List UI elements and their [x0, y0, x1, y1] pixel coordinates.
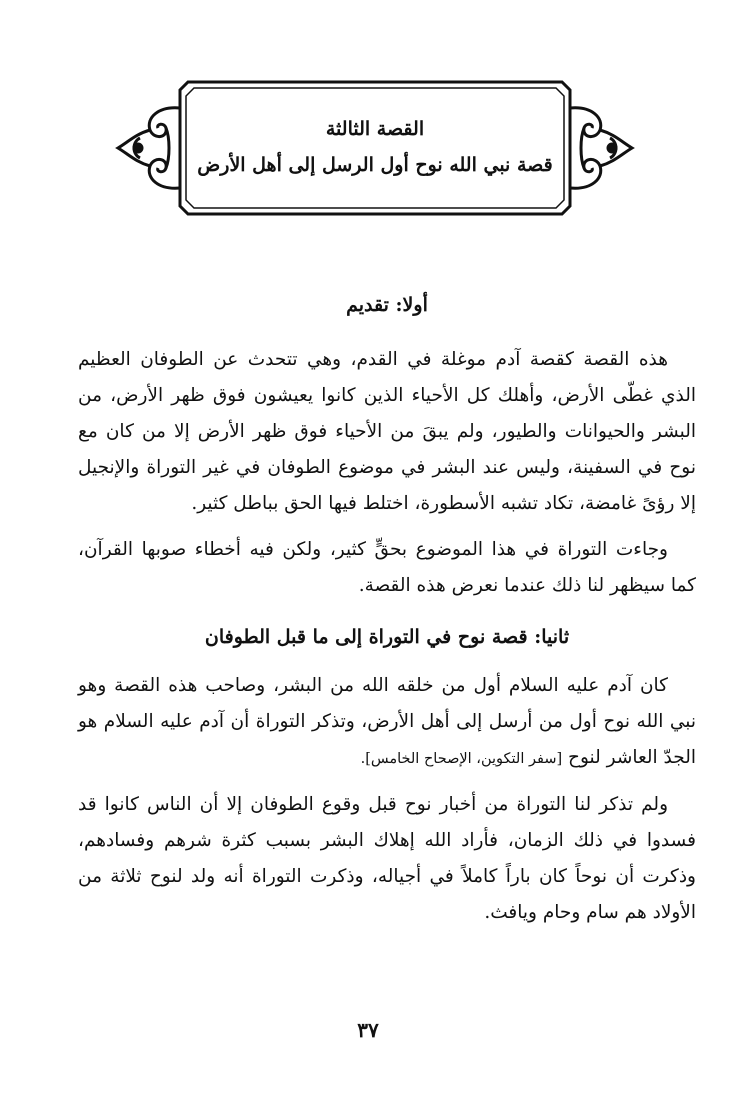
bible-reference: [سفر التكوين، الإصحاح الخامس]. — [360, 751, 563, 767]
right-ornament — [570, 108, 632, 188]
section-heading-intro: أولا: تقديم — [346, 294, 428, 316]
page-content — [78, 290, 696, 931]
story-title: قصة نبي الله نوح أول الرسل إلى أهل الأرض — [197, 154, 553, 176]
paragraph-intro-2: وجاءت التوراة في هذا الموضوع بحقٍّ كثير، ولكن فيه أخطاء صوبها القرآن، كما سيظهر لنا ذلك عندما نعرض هذه القصة. — [78, 539, 696, 596]
paragraph-intro-1: هذه القصة كقصة آدم موغلة في القدم، وهي تتحدث عن الطوفان العظيم الذي غطّى الأرض، وأهلك كل الأحياء الذين كانوا يعيشون فوق ظهر الأرض، من البشر والحيوانات والطيور، ولم يبقَ من الأحياء فوق ظهر الأرض إلا من كان مع نوح في السفينة، وليس عند البشر في موضوع الطوفان في غير التوراة والإنجيل إلا رؤىً غامضة، تكاد تشبه الأسطورة، اختلط فيها الحق بباطل كثير. — [78, 349, 696, 514]
page-number: ٣٧ — [357, 1018, 379, 1042]
section-heading-torah: ثانيا: قصة نوح في التوراة إلى ما قبل الطوفان — [204, 626, 570, 648]
title-frame — [110, 78, 640, 218]
story-number: القصة الثالثة — [325, 118, 425, 140]
title-block — [190, 114, 560, 182]
paragraph-torah-1 — [78, 668, 696, 777]
left-ornament — [118, 108, 180, 188]
paragraph-torah-2: ولم تذكر لنا التوراة من أخبار نوح قبل وقوع الطوفان إلا أن الناس كانوا قد فسدوا في ذلك الزمان، فأراد الله إهلاك البشر بسبب كثرة شرهم وفسادهم، وذكرت أن نوحاً كان باراً كاملاً في أجياله، وذكرت التوراة أنه ولد لنوح ثلاثة من الأولاد هم سام وحام ويافث. — [78, 794, 696, 923]
paragraph-torah-1-text: كان آدم عليه السلام أول من خلقه الله من البشر، وصاحب هذه القصة وهو نبي الله نوح أول من أرسل إلى أهل الأرض، وتذكر التوراة أن آدم عليه السلام هو الجدّ العاشر لنوح — [78, 675, 696, 768]
